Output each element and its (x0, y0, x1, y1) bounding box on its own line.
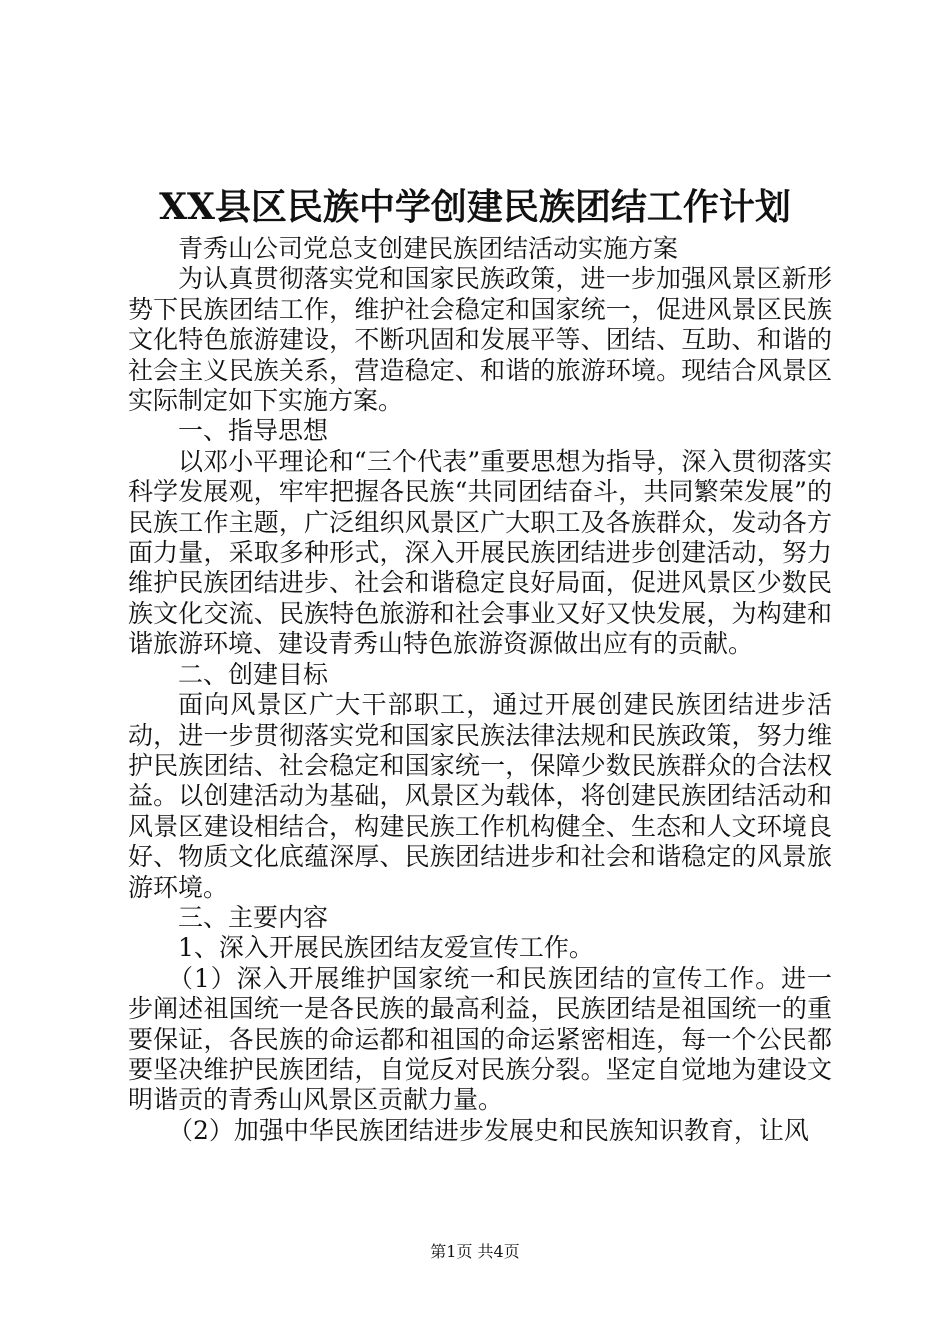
paragraph-goals: 面向风景区广大干部职工，通过开展创建民族团结进步活动，进一步贯彻落实党和国家民族法律法规和民族政策，努力维护民族团结、社会稳定和国家统一，保障少数民族群众的合法权益。以创建活动为基础，风景区为载体，将创建民族团结活动和风景区建设相结合，构建民族工作机构健全、生态和人文环境良好、物质文化底蕴深厚、民族团结进步和社会和谐稳定的风景旅游环境。 (128, 690, 832, 902)
list-item-1: 1、深入开展民族团结友爱宣传工作。 (178, 933, 594, 963)
heading-guiding-thought: 一、指导思想 (178, 416, 329, 446)
document-body (128, 234, 832, 1146)
heading-main-content: 三、主要内容 (178, 902, 329, 932)
list-subitem-1: （1）深入开展维护国家统一和民族团结的宣传工作。进一步阐述祖国统一是各民族的最高利益，民族团结是祖国统一的重要保证，各民族的命运都和祖国的命运紧密相连，每一个公民都要坚决维护民族团结，自觉反对民族分裂。坚定自觉地为建设文明谐贡的青秀山风景区贡献力量。 (128, 963, 832, 1115)
heading-goals: 二、创建目标 (178, 659, 329, 689)
document-title: XX县区民族中学创建民族团结工作计划 (159, 186, 791, 228)
page-footer: 第1页 共4页 (430, 1242, 520, 1261)
paragraph-subtitle: 青秀山公司党总支创建民族团结活动实施方案 (178, 234, 679, 263)
paragraph-intro: 为认真贯彻落实党和国家民族政策，进一步加强风景区新形势下民族团结工作，维护社会稳定和国家统一，促进风景区民族文化特色旅游建设，不断巩固和发展平等、团结、互助、和谐的社会主义民族关系，营造稳定、和谐的旅游环境。现结合风景区实际制定如下实施方案。 (128, 264, 832, 416)
paragraph-guiding-thought: 以邓小平理论和“三个代表”重要思想为指导，深入贯彻落实科学发展观，牢牢把握各民族“共同团结奋斗，共同繁荣发展”的民族工作主题，广泛组织风景区广大职工及各族群众，发动各方面力量，采取多种形式，深入开展民族团结进步创建活动，努力维护民族团结进步、社会和谐稳定良好局面，促进风景区少数民族文化交流、民族特色旅游和社会事业又好又快发展，为构建和谐旅游环境、建设青秀山特色旅游资源做出应有的贡献。 (128, 446, 832, 659)
list-subitem-2: （2）加强中华民族团结进步发展史和民族知识教育，让风 (168, 1115, 809, 1145)
